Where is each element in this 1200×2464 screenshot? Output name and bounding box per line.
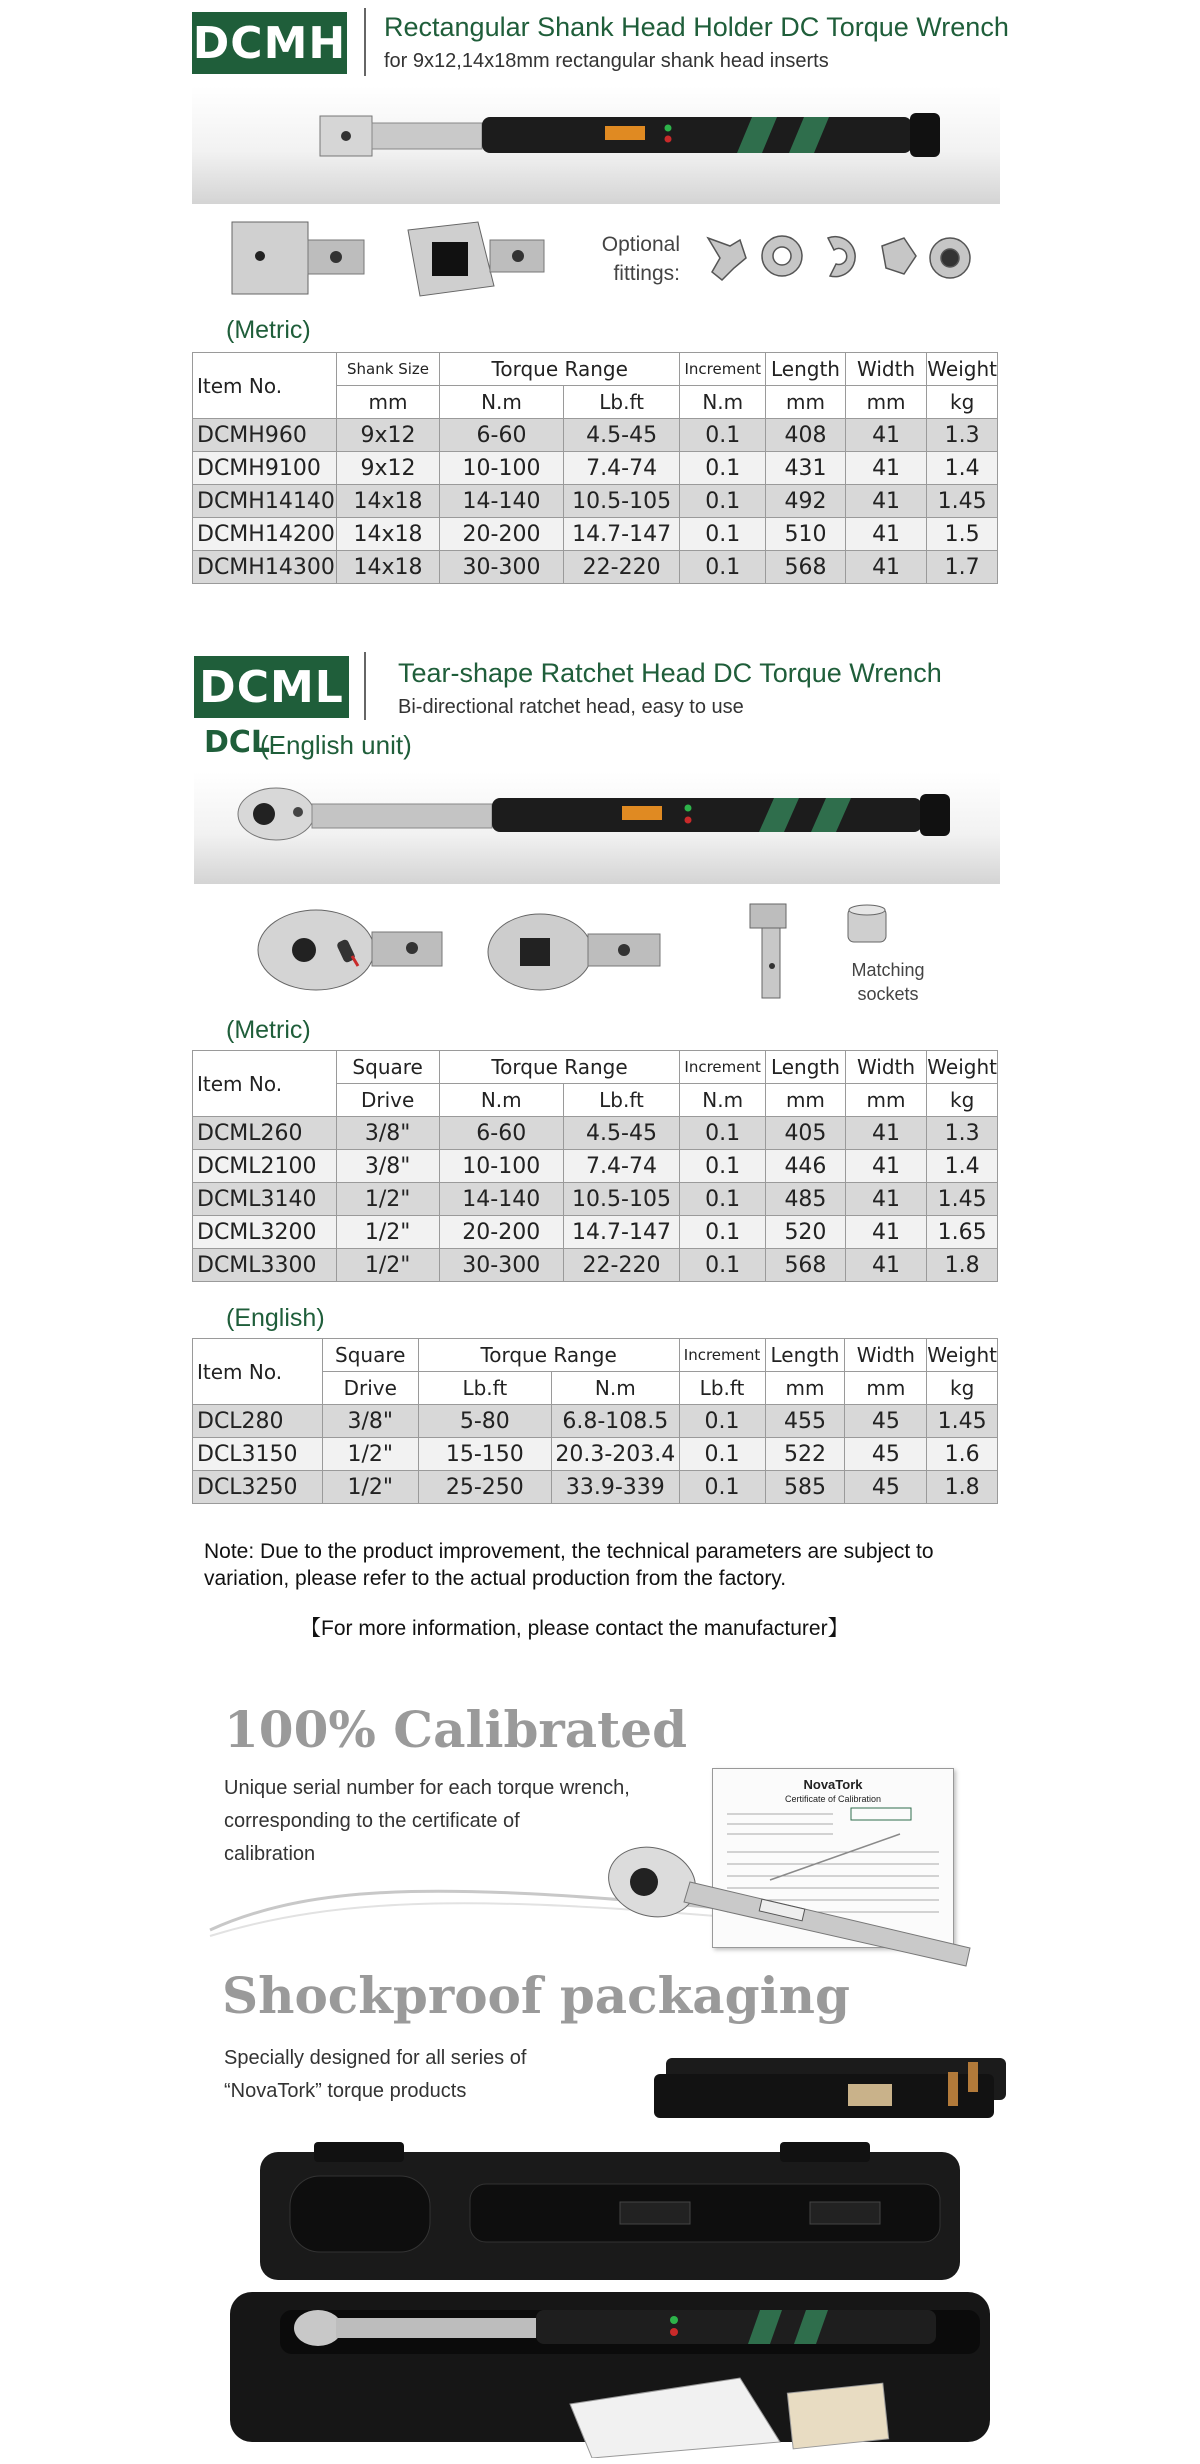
table-row: DCMH14300 14x18 30-300 22-220 0.1 568 41 1.7 bbox=[193, 551, 998, 584]
col-length: Length bbox=[765, 1339, 845, 1372]
dcl-english-unit: (English unit) bbox=[260, 730, 412, 760]
packaging-text: Specially designed for all series of “NovaTork” torque products bbox=[224, 2047, 527, 2102]
unit-increment: N.m bbox=[680, 386, 766, 419]
col-square: Square bbox=[322, 1339, 418, 1372]
certificate-brand: NovaTork bbox=[803, 1777, 863, 1792]
col-increment: Increment bbox=[679, 1339, 765, 1372]
unit-nm: N.m bbox=[439, 1084, 563, 1117]
unit-length: mm bbox=[765, 1372, 845, 1405]
unit-length: mm bbox=[766, 1084, 846, 1117]
table-row: DCMH14200 14x18 20-200 14.7-147 0.1 510 41 1.5 bbox=[193, 518, 998, 551]
col-drive: Drive bbox=[336, 1084, 439, 1117]
dcml-title: Tear-shape Ratchet Head DC Torque Wrench bbox=[398, 658, 942, 688]
calibrated-title: 100% Calibrated bbox=[224, 1700, 688, 1759]
unit-width: mm bbox=[845, 1372, 927, 1405]
col-length: Length bbox=[766, 1051, 846, 1084]
col-item-no: Item No. bbox=[193, 1051, 337, 1117]
dcml-subtitle: Bi-directional ratchet head, easy to use bbox=[398, 696, 744, 718]
table-row: DCML3140 1/2" 14-140 10.5-105 0.1 485 41 1.45 bbox=[193, 1183, 998, 1216]
unit-length: mm bbox=[766, 386, 846, 419]
dcmh-section-metric: (Metric) bbox=[226, 316, 311, 344]
dcmh-rect-head-2-image bbox=[398, 216, 548, 300]
col-item-no: Item No. bbox=[193, 353, 337, 419]
dcl-label: DCL bbox=[204, 725, 271, 760]
unit-weight: kg bbox=[927, 1372, 998, 1405]
table-row: DCL3150 1/2" 15-150 20.3-203.4 0.1 522 45 1.6 bbox=[193, 1438, 998, 1471]
col-torque-range: Torque Range bbox=[440, 353, 680, 386]
col-shank-size: Shank Size bbox=[336, 353, 439, 386]
table-row: DCL280 3/8" 5-80 6.8-108.5 0.1 455 45 1.45 bbox=[193, 1405, 998, 1438]
packaging-closed-cases-image bbox=[648, 2048, 1018, 2148]
table-row: DCMH14140 14x18 14-140 10.5-105 0.1 492 41 1.45 bbox=[193, 485, 998, 518]
dcml-extension-image bbox=[740, 898, 810, 1002]
calibration-wrench-image bbox=[600, 1820, 980, 1970]
note-text: Note: Due to the product improvement, the technical parameters are subject to variation, please refer to the actual production from the factory. bbox=[204, 1540, 934, 1590]
col-weight: Weight bbox=[927, 1339, 998, 1372]
dcmh-product-band bbox=[192, 86, 1000, 204]
col-width: Width bbox=[845, 353, 926, 386]
table-row: DCML3200 1/2" 20-200 14.7-147 0.1 520 41 1.65 bbox=[193, 1216, 998, 1249]
col-width: Width bbox=[845, 1339, 927, 1372]
dcmh-wrench-image bbox=[192, 86, 1000, 204]
dcml-product-band bbox=[194, 772, 1000, 884]
col-increment: Increment bbox=[680, 353, 766, 386]
certificate-title: Certificate of Calibration bbox=[784, 1794, 882, 1804]
unit-lbft: Lb.ft bbox=[563, 386, 679, 419]
col-torque-range: Torque Range bbox=[418, 1339, 679, 1372]
col-increment: Increment bbox=[680, 1051, 766, 1084]
table-row: DCML2100 3/8" 10-100 7.4-74 0.1 446 41 1.4 bbox=[193, 1150, 998, 1183]
unit-shank: mm bbox=[336, 386, 439, 419]
table-row: DCL3250 1/2" 25-250 33.9-339 0.1 585 45 1.8 bbox=[193, 1471, 998, 1504]
dcml-matching-sockets-label: Matching sockets bbox=[851, 960, 925, 1004]
col-torque-range: Torque Range bbox=[439, 1051, 680, 1084]
dcmh-fittings-image bbox=[700, 228, 975, 290]
dcml-badge bbox=[194, 656, 349, 718]
col-width: Width bbox=[845, 1051, 926, 1084]
dcmh-badge-text: DCMH bbox=[192, 17, 347, 69]
dcml-ratchet-head-2-image bbox=[484, 904, 664, 996]
unit-increment: N.m bbox=[680, 1084, 766, 1117]
dcml-ratchet-head-1-image bbox=[254, 904, 446, 996]
dcml-socket-image bbox=[840, 900, 894, 948]
unit-increment: Lb.ft bbox=[679, 1372, 765, 1405]
dcml-badge-text: DCML bbox=[199, 661, 344, 713]
unit-weight: kg bbox=[927, 386, 998, 419]
unit-nm: N.m bbox=[440, 386, 564, 419]
col-drive: Drive bbox=[322, 1372, 418, 1405]
calibrated-text: Unique serial number for each torque wrench, corresponding to the certificate of calibration bbox=[224, 1777, 630, 1865]
dcml-divider bbox=[364, 652, 366, 720]
dcml-spec-table bbox=[192, 1050, 998, 1282]
table-row: DCMH9100 9x12 10-100 7.4-74 0.1 431 41 1.4 bbox=[193, 452, 998, 485]
dcmh-optional-fittings-label: Optional fittings: bbox=[601, 233, 680, 285]
dcml-section-metric: (Metric) bbox=[226, 1016, 311, 1044]
col-length: Length bbox=[766, 353, 846, 386]
table-row: DCMH960 9x12 6-60 4.5-45 0.1 408 41 1.3 bbox=[193, 419, 998, 452]
unit-weight: kg bbox=[927, 1084, 998, 1117]
unit-lbft: Lb.ft bbox=[418, 1372, 551, 1405]
dcmh-rect-head-1-image bbox=[228, 216, 368, 300]
dcl-section-english: (English) bbox=[226, 1304, 325, 1332]
table-row: DCML260 3/8" 6-60 4.5-45 0.1 405 41 1.3 bbox=[193, 1117, 998, 1150]
dcmh-spec-table bbox=[192, 352, 998, 584]
unit-lbft: Lb.ft bbox=[563, 1084, 680, 1117]
col-item-no: Item No. bbox=[193, 1339, 323, 1405]
packaging-open-case-image bbox=[220, 2142, 1020, 2458]
dcmh-subtitle: for 9x12,14x18mm rectangular shank head inserts bbox=[384, 50, 829, 72]
table-row: DCML3300 1/2" 30-300 22-220 0.1 568 41 1.8 bbox=[193, 1249, 998, 1282]
packaging-title: Shockproof packaging bbox=[222, 1966, 850, 2025]
unit-width: mm bbox=[845, 1084, 926, 1117]
col-weight: Weight bbox=[927, 1051, 998, 1084]
dcmh-badge bbox=[192, 12, 347, 74]
contact-text: 【For more information, please contact the manufacturer】 bbox=[300, 1617, 849, 1640]
col-weight: Weight bbox=[927, 353, 998, 386]
dcmh-divider bbox=[364, 8, 366, 76]
dcml-wrench-image bbox=[194, 772, 1000, 884]
dcmh-title: Rectangular Shank Head Holder DC Torque Wrench bbox=[384, 12, 1009, 42]
unit-width: mm bbox=[845, 386, 926, 419]
unit-nm: N.m bbox=[552, 1372, 680, 1405]
dcl-spec-table bbox=[192, 1338, 998, 1504]
col-square: Square bbox=[336, 1051, 439, 1084]
